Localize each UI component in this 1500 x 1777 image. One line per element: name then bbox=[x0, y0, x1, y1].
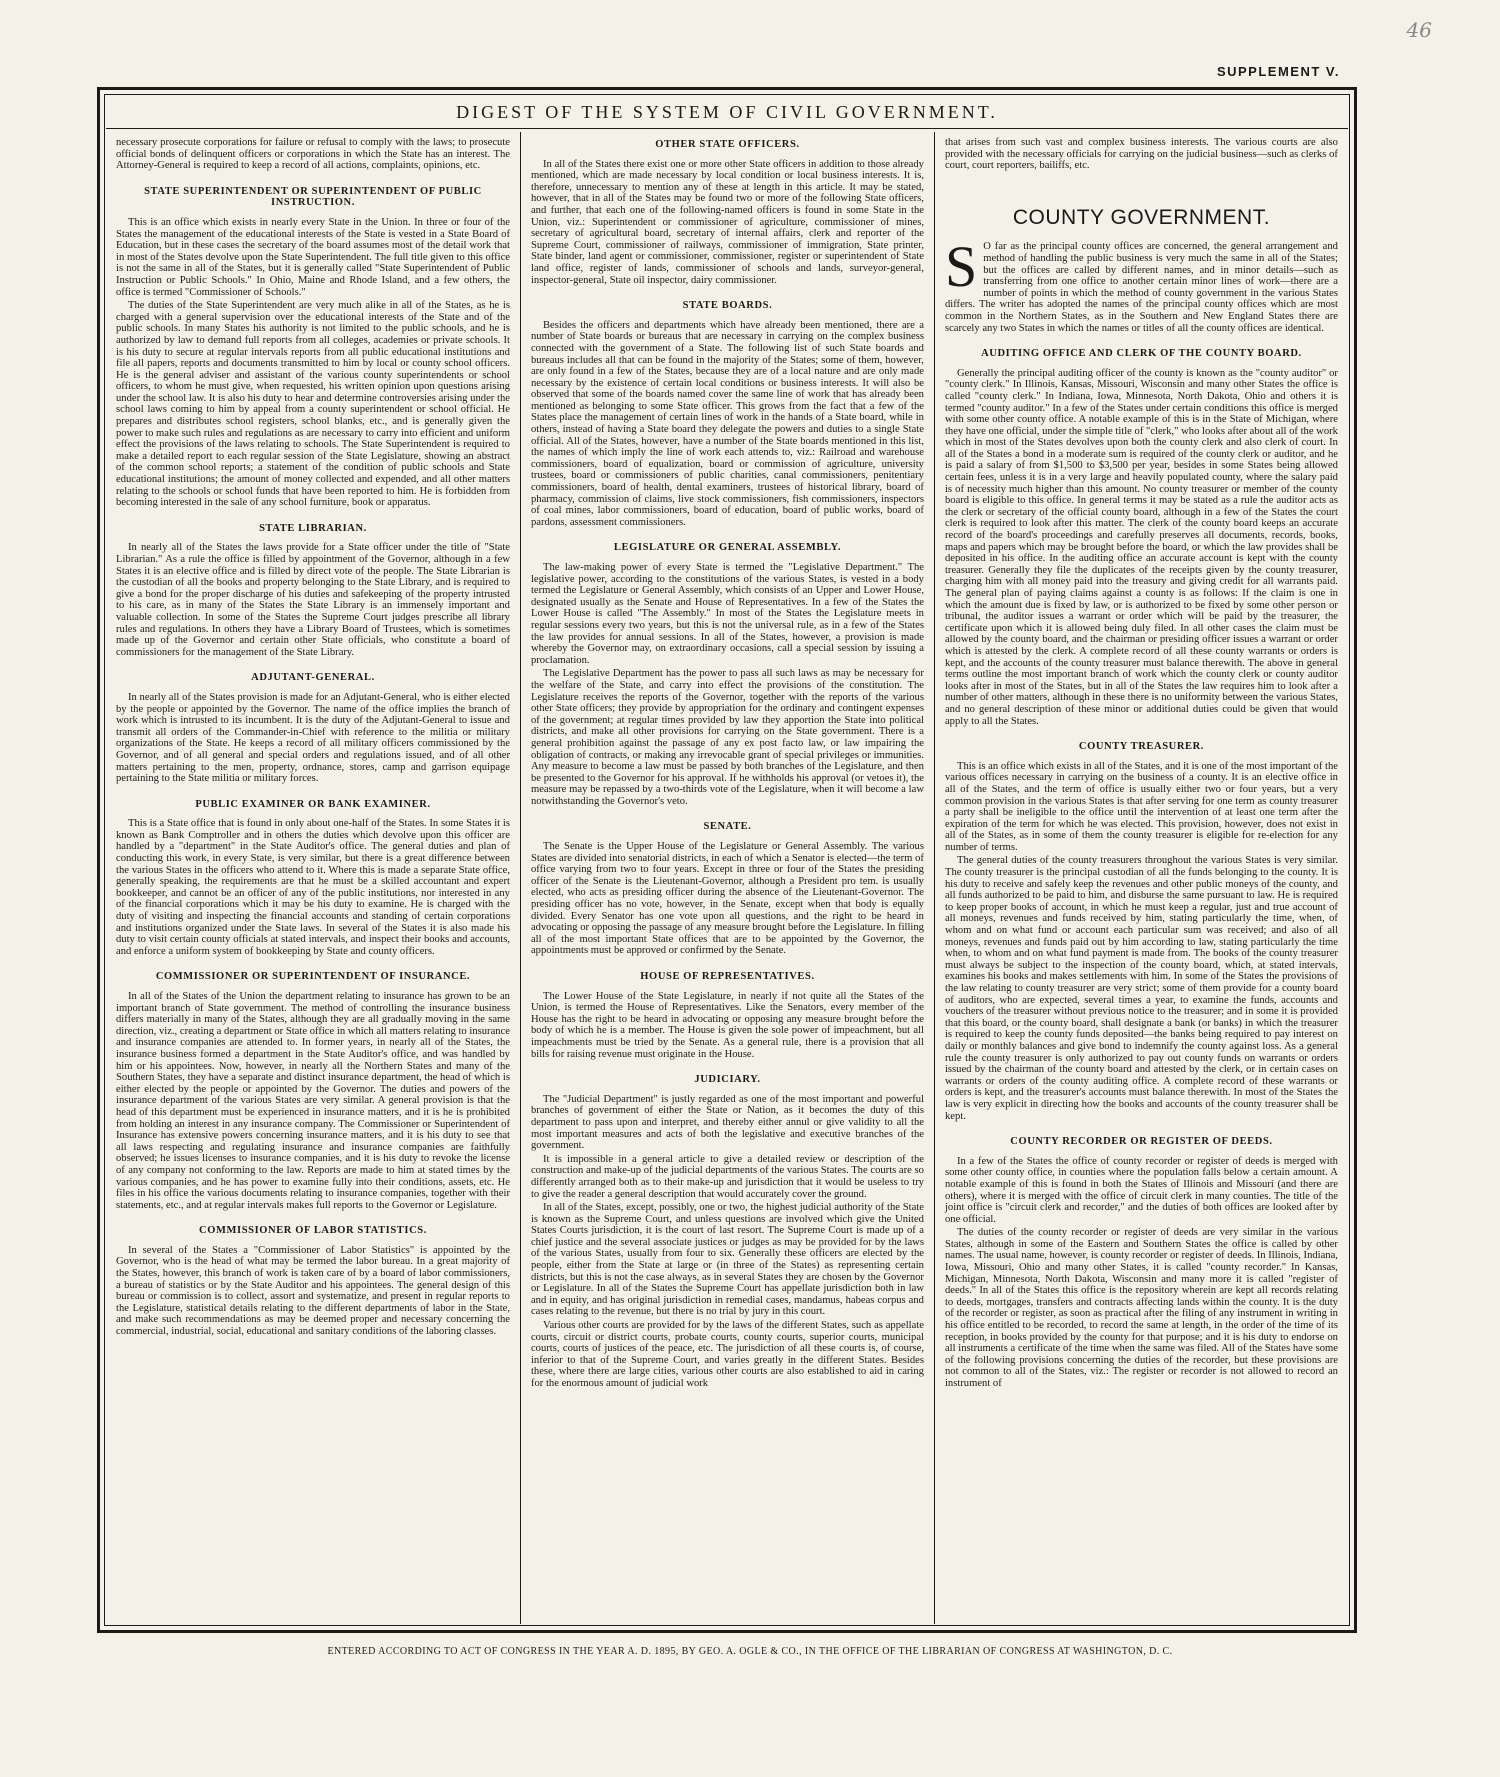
paragraph-house: The Lower House of the State Legislature, in nearly if not quite all the States of the Union, is termed the House of Representatives. Like the Senators, every member of the House has the right to be heard in advocating or opposing any measure brought before the body of which he is a member. The House is given the sole power of impeachment, but all impeachments must be tried by the Senate. As a general rule, there is a provision that all bills for raising revenue must originate in the House. bbox=[530, 990, 924, 1060]
heading-adjutant: ADJUTANT-GENERAL. bbox=[251, 672, 375, 684]
county-government-title: COUNTY GOVERNMENT. bbox=[1012, 205, 1271, 229]
paragraph-auditing: Generally the principal auditing officer of the county is known as the "county auditor" or "county clerk." In Illinois, Kansas, Missouri, Wisconsin and many other States the office is called "county clerk." In Indiana, Iowa, Minnesota, North Dakota, Ohio and others it is termed "county auditor." In a few of the States under certain conditions this office is merged with some other county office. A notable example of this is in the State of Michigan, where they have one official, under the simple title of "clerk," who looks after about all of the work which in most of the States devolves upon both the county clerk and also clerk of court. In all of the States a bond in a moderate sum is required of the county clerk or auditor, and he is paid a salary of from $1,500 to $3,500 per year, besides in some States being allowed certain fees, unless it is in a very large and heavily populated county, where the salary paid is of necessity much higher than this amount. No county treasurer or member of the county board is eligible to this office. In general terms it may be stated as a rule the auditor acts as the clerk or secretary of the official county board, although in a few of the States the court clerk is required to look after this matter. The clerk of the county board keeps an accurate record of the board's proceedings and carefully preserves all documents, records, books, maps and papers which may be brought before the board, or which the law provides shall be deposited in his office. In the auditing office an accurate account is kept with the county treasurer. Generally they file the duplicates of the receipts given by the county treasurer, charging him with all money paid into the treasury and giving credit for all warrants paid. The general plan of paying claims against a county is as follows: If the claim is one in which the amount due is fixed by law, or is authorized to be fixed by some other person or tribunal, the auditor issues a warrant or order which will be paid by the treasurer, the certificate upon which it is allowed being duly filed. In all other cases the claim must be allowed by the county board, and the chairman or presiding officer issues a warrant or order which is attested by the clerk. A complete record of all these county warrants or orders is kept, and the accounts of the county treasurer must balance therewith. The above in general terms outline the most important branch of work which the county clerk or county auditor looks after in most of the States, but in all of the States the law requires him to look after a number of other matters, although in these there is no uniformity between the various States, and no general description of these minor or additional duties could be given that would apply to all the States. bbox=[944, 367, 1338, 727]
heading-insurance: COMMISSIONER OR SUPERINTENDENT OF INSURANCE. bbox=[155, 971, 471, 983]
paragraph-judiciary-2: It is impossible in a general article to give a detailed review or description of the construction and make-up of the judicial departments of the various States. The courts are so differently arranged both as to their make-up and jurisdiction that it would be useless to try to give the reader a general description that would accurately cover the ground. bbox=[530, 1153, 924, 1200]
column-3 bbox=[934, 132, 1348, 1624]
title-rule bbox=[106, 128, 1348, 129]
heading-legislature: LEGISLATURE OR GENERAL ASSEMBLY. bbox=[613, 542, 842, 554]
paragraph-county-intro bbox=[944, 234, 1338, 334]
paragraph-adjutant: In nearly all of the States provision is made for an Adjutant-General, who is either elected by the people or appointed by the Governor. The name of the office implies the branch of work which is intrusted to its incumbent. It is the duty of the Adjutant-General to issue and transmit all orders of the Commander-in-Chief with reference to the militia or military organizations of the State. He keeps a record of all military officers commissioned by the Governor, and of all general and special orders and regulations issued, and of all other matters pertaining to the men, property, ordnance, stores, camp and garrison equipage pertaining to the State militia or military forces. bbox=[116, 691, 510, 785]
paragraph-labor: In several of the States a "Commissioner of Labor Statistics" is appointed by the Governor, who is the head of what may be termed the labor bureau. In a great majority of the States, however, this branch of work is taken care of by a board of labor commissioners, a bureau of statistics or by the State Auditor and his appointees. The general design of this bureau or commission is to collect, assort and systematize, and present in regular reports to the Legislature, statistical details relating to the different departments of labor in the State, and make such recommendations as may be deemed proper and necessary concerning the commercial, industrial, social, educational and sanitary conditions of the laboring classes. bbox=[116, 1244, 510, 1338]
paragraph-insurance: In all of the States of the Union the department relating to insurance has grown to be an important branch of State government. The method of controlling the insurance business differs materially in many of the States, although they are all gradually moving in the same direction, viz., creating a department or State office in which all matters relating to insurance and insurance companies are attended to. In former years, in nearly all of the States, the insurance business formed a department in the State Auditor's office, and was handled by him or his appointees. Now, however, in nearly all the Northern States and many of the Southern States, they have a separate and distinct insurance department, the head of which is either elected by the people or appointed by the Governor. The duties and powers of the insurance department of the various States are very similar. A general provision is that the head of this department must be experienced in insurance matters, and it is he is prohibited from holding an interest in any insurance company. The Commissioner or Superintendent of Insurance has extensive powers concerning insurance matters, and it is his duty to see that all laws respecting and regulating insurance and insurance companies are faithfully observed; he issues licenses to insurance companies, and it is his duty to revoke the license of any company not conforming to the law. Reports are made to him at stated times by the various companies, and he has power to examine fully into their conditions, assets, etc. He files in his office the various documents relating to insurance companies, together with their statements, etc., and at regular intervals makes full reports to the Governor or Legislature. bbox=[116, 991, 510, 1211]
paragraph-other-officers: In all of the States there exist one or more other State officers in addition to those already mentioned, which are made necessary by local condition or local business interests. It is, therefore, unnecessary to mention any of these at length in this article. It may be stated, however, that in all of the States may be found two or more of the following State officers, and further, that each one of the following-named officers is found in some State in the Union, viz.: Superintendent or commissioner of agriculture, commissioner of mines, secretary of agricultural board, secretary of internal affairs, clerk and reporter of the Supreme Court, commissioner of railways, commissioner of immigration, State printer, State binder, land agent or commissioner, commissioner, register or superintendent of State land office, register of lands, commissioner of schools and lands, surveyor-general, inspector-general, State oil inspector, dairy commissioner. bbox=[530, 158, 924, 286]
column-1-intro: necessary prosecute corporations for failure or refusal to comply with the laws; to prosecute official bonds of delinquent officers or corporations in which the State has an interest. The Attorney-General is required to keep a record of all actions, complaints, opinions, etc. bbox=[116, 137, 510, 172]
heading-examiner: PUBLIC EXAMINER OR BANK EXAMINER. bbox=[195, 798, 431, 810]
paragraph-judiciary-1: The "Judicial Department" is justly regarded as one of the most important and powerful branches of government of either the State or Nation, as it becomes the duty of this department to pass upon and interpret, and thereby either annul or give validity to all the most important measures and acts of both the legislative and executive branches of the government. bbox=[530, 1093, 924, 1152]
paragraph-senate: The Senate is the Upper House of the Legislature or General Assembly. The various States are divided into senatorial districts, in each of which a Senator is elected—the term of office varying from two to four years. Except in three or four of the States the presiding officer of the Senate is the Lieutenant-Governor, although a President pro tem. is usually elected, who acts as presiding officer during the absence of the Lieutenant-Governor. The presiding officer has no vote, however, in the Senate, except when that body is equally divided. Every Senator has one vote upon all questions, and the right to be heard in advocating or opposing the passage of any measure brought before the Legislature. In filling all of the most important State offices that are to be appointed by the Governor, the appointments must be approved or confirmed by the Senate. bbox=[530, 841, 924, 957]
column-2 bbox=[520, 132, 934, 1624]
heading-treasurer: COUNTY TREASURER. bbox=[1078, 741, 1205, 753]
heading-house: HOUSE OF REPRESENTATIVES. bbox=[640, 971, 815, 982]
heading-superintendent: STATE SUPERINTENDENT OR SUPERINTENDENT OF PUBLIC INSTRUCTION. bbox=[144, 185, 482, 209]
supplement-label: SUPPLEMENT V. bbox=[1216, 64, 1340, 79]
paragraph-recorder-1: In a few of the States the office of county recorder or register of deeds is merged with some other county office, in counties where the population falls below a certain amount. A notable example of this is found in both the States of Illinois and Missouri (and there are others), where it is merged with the office of circuit clerk in many counties. The title of the joint office is "circuit clerk and recorder," and the duties of both offices are looked after by one official. bbox=[944, 1155, 1338, 1225]
heading-senate: SENATE. bbox=[703, 821, 752, 833]
heading-judiciary: JUDICIARY. bbox=[694, 1074, 761, 1086]
heading-recorder: COUNTY RECORDER OR REGISTER OF DEEDS. bbox=[1010, 1136, 1273, 1148]
paragraph-superintendent-1: This is an office which exists in nearly every State in the Union. In three or four of the States the management of the educational interests of the State is vested in a State Board of Education, but in these cases the secretary of the board assumes most of the detail work that in most of the States devolve upon the State Superintendent. The full title given to this office is not the same in all of the States, but it is generally called "State Superintendent of Public Instruction or Public Schools." In Ohio, Maine and Rhode Island, and a few others, the office is termed "Commissioner of Schools." bbox=[116, 216, 510, 298]
paragraph-treasurer-2: The general duties of the county treasurers throughout the various States is very similar. The county treasurer is the principal custodian of all the funds belonging to the county. It is his duty to receive and safely keep the revenues and other public moneys of the county, and all funds authorized to be paid to him, and disburse the same pursuant to law. He is required to keep proper books of account, in which he must keep a regular, just and true account of all moneys, revenues and funds received by him, stating particularly the time, when, of whom and on what fund or account each particular sum was received; and also of all moneys, revenues and funds paid out by him according to law, stating particularly the time when, to whom and on what fund payment is made from. The books of the county treasurer must always be subject to the inspection of the county board, which, at stated intervals, examines his books and makes settlements with him. In some of the States the provisions of the law relating to county treasurer are very strict; some of them provide for a county board of auditors, who are expected, several times a year, to examine the funds, accounts and vouchers of the treasurer without previous notice to the treasurer; and in some it is provided that this board, or the county board, shall designate a bank (or banks) in which the treasurer is required to keep the county funds deposited—the banks being required to pay interest on daily or monthly balances and give bond to indemnify the county against loss. As a general rule the county treasurer is only authorized to pay out county funds on warrants or orders issued by the chairman of the county board and attested by the clerk, or in certain cases on warrants or orders of the county auditing office. A complete record of these warrants or orders is kept, and the treasurer's accounts must balance therewith. In most of the States the law is very explicit in directing how the books and accounts of the county treasurer shall be kept. bbox=[944, 855, 1338, 1122]
paragraph-legislature-1: The law-making power of every State is termed the "Legislative Department." The legislative power, according to the constitutions of the various States, is vested in a body termed the Legislature or General Assembly, which consists of an Upper and Lower House, designated usually as the Senate and House of Representatives. In a few of the States the Lower House is called "The Assembly." In most of the States the Legislature meets in regular sessions every two years, but this is not the universal rule, as in a few of the States the law provides for annual sessions. In all of the States, however, a provision is made whereby the Governor may, on extraordinary occasions, call a special session by issuing a proclamation. bbox=[530, 562, 924, 666]
copyright-footer: ENTERED ACCORDING TO ACT OF CONGRESS IN THE YEAR A. D. 1895, BY GEO. A. OGLE & CO., IN THE OFFICE OF THE LIBRARIAN OF CONGRESS AT WASHINGTON, D. C. bbox=[327, 1646, 1173, 1657]
paragraph-judiciary-3: In all of the States, except, possibly, one or two, the highest judicial authority of the State is known as the Supreme Court, and unless questions are involved which give the United States Courts jurisdiction, it is the court of last resort. The Supreme Court is made up of a chief justice and the several associate justices or judges as may be provided for by the laws of the various States, usually from four to six. Generally these officers are elected by the people, either from the State at large or (in three of the States) as representing certain districts, but this is not the case always, as in several States they are chosen by the Governor or Legislature. In all of the States the Supreme Court has appellate jurisdiction both in law and in equity, and has original jurisdiction in remedial cases, mandamus, habeas corpus and cases relating to the revenue, but there is no trial by jury in this court. bbox=[530, 1202, 924, 1318]
column-1 bbox=[106, 132, 520, 1624]
text-columns bbox=[106, 132, 1348, 1624]
heading-auditing: AUDITING OFFICE AND CLERK OF THE COUNTY BOARD. bbox=[981, 348, 1302, 360]
heading-other-officers: OTHER STATE OFFICERS. bbox=[655, 139, 800, 150]
page-frame bbox=[97, 87, 1357, 1633]
paragraph-librarian: In nearly all of the States the laws provide for a State officer under the title of "State Librarian." As a rule the office is filled by appointment of the Governor, although in a few States it is an elective office and is filled by direct vote of the people. The State Librarian is the custodian of all the books and property belonging to the State Library, and is required to give a bond for the proper discharge of his duties and safekeeping of the property intrusted to his care, as in many of the States the State Library is an immensely important and valuable collection. In some of the States the Supreme Court judges prescribe all library rules and regulations. In others they have a Library Board of Trustees, which is sometimes made up of the Governor and certain other State officials, who constitute a board of commissioners for the management of the State Library. bbox=[116, 542, 510, 658]
column-3-intro: that arises from such vast and complex business interests. The various courts are also provided with the necessary officials for carrying on the judicial business—such as clerks of court, court reporters, bailiffs, etc. bbox=[944, 137, 1338, 172]
paragraph-examiner: This is a State office that is found in only about one-half of the States. In some States it is known as Bank Comptroller and in others the duties which devolve upon this officer are handled by a "department" in the State Auditor's office. The general duties and plan of conducting this work, in every State, is very similar, but there is a great difference between the various States in the officers who attend to it. Where this is made a separate State office, generally speaking, the requirements are that he must be a skilled accountant and expert bookkeeper, and cannot be an officer of any of the public institutions, nor interested in any of the financial corporations which it may be his duty to examine. He is charged with the duty of visiting and inspecting the financial accounts and standing of certain corporations and institutions organized under the State laws. In several of the States it is also made his duty to visit certain county officials at stated intervals, and inspect their books and accounts, and enforce a uniform system of bookkeeping by State and county officers. bbox=[116, 818, 510, 957]
paragraph-recorder-2: The duties of the county recorder or register of deeds are very similar in the various States, although in some of the Eastern and Southern States the office is called by other names. The usual name, however, is county recorder or register of deeds. In Illinois, Indiana, Iowa, Missouri, Ohio and many other States, it is called "county recorder." In Kansas, Michigan, Minnesota, North Dakota, Wisconsin and many more it is called "register of deeds." In all of the States this office is the repository wherein are kept all records relating to deeds, mortgages, transfers and contracts affecting lands within the county. It is the duty of the recorder or register, as soon as practical after the filing of any instrument in writing in his office entitled to be recorded, to record the same at length, in the order of the time of its reception, in books provided by the county for that purpose; and it is his duty to endorse on all instruments a certificate of the time when the same was filed. All of the States have some of the following provisions concerning the duties of the recorder, but these provisions are not common to all of the States, viz.: The register or recorder is not allowed to record an instrument of bbox=[944, 1227, 1338, 1389]
county-intro-text: O far as the principal county offices are concerned, the general arrangement and method of handling the public business is very much the same in all of the States; but the offices are called by different names, and in minor details—such as transferring from one office to another certain minor lines of work—there are a number of points in which the method of county government in the various States differs. The writer has adopted the names of the principal county offices which are most common in the Northern States, as in the Southern and New England States there are scarcely any two States in which the names or titles of all the county offices are identical. bbox=[944, 241, 1338, 334]
paragraph-judiciary-4: Various other courts are provided for by the laws of the different States, such as appellate courts, circuit or district courts, probate courts, county courts, superior courts, municipal courts, courts of justices of the peace, etc. The jurisdiction of all these courts is, of course, inferior to that of the Supreme Court, and varies greatly in the different States. Besides these, where there are large cities, various other courts are also established to aid in caring for the enormous amount of judicial work bbox=[530, 1320, 924, 1389]
paragraph-state-boards: Besides the officers and departments which have already been mentioned, there are a number of State boards or bureaus that are necessary in carrying on the complex business connected with the government of a State. The following list of such State boards and bureaus includes all that can be found in the majority of the States; some of them, however, are only found in a few of the States, because they are of a local nature and are only made necessary by the existence of certain local conditions or business interests. It will also be observed that some of the boards named cover the same line of work that has already been mentioned as belonging to some State officer. This grows from the fact that a few of the States place the management of certain lines of work in the hands of a State board, while in others, instead of having a State board they delegate the powers and duties to a single State official. All of the States, however, have a number of the State boards mentioned in this list, the names of which imply the line of work each attends to, viz.: Railroad and warehouse commissioners, board of equalization, board or commission of agriculture, university trustees, board or commissioners of public charities, canal commissioners, penitentiary commissioners, board of health, dental examiners, trustees of historical library, board of pharmacy, commission of claims, live stock commissioners, fish commissioners, inspectors of coal mines, labor commissioners, board of education, board of public works, board of pardons, assessment commissioners. bbox=[530, 319, 924, 528]
page-title: DIGEST OF THE SYSTEM OF CIVIL GOVERNMENT. bbox=[456, 102, 998, 122]
page-number: 46 bbox=[1406, 18, 1432, 42]
paragraph-legislature-2: The Legislative Department has the power to pass all such laws as may be necessary for the welfare of the State, and carry into effect the provisions of the constitution. The Legislature receives the reports of the Governor, together with the reports of the various other State officers; they provide by appropriation for the ordinary and contingent expenses of the government; at regular times provided by law they apportion the State into political districts, and make all other provisions for carrying on the State government. There is a general prohibition against the passage of any ex post facto law, or law impairing the obligation of contracts, or making any irrevocable grant of special privileges or immunities. Any measure to become a law must be passed by both branches of the Legislature, and then be presented to the Governor for his approval. If he withholds his approval (or vetoes it), the measure may be repassed by a two-thirds vote of the Legislature, when it will become a law notwithstanding the Governor's veto. bbox=[530, 668, 924, 807]
drop-cap: S bbox=[944, 234, 978, 300]
paragraph-superintendent-2: The duties of the State Superintendent are very much alike in all of the States, as he is charged with a general supervision over the educational interests of the State and of the public schools. In many States his authority is not limited to the public schools, and he is authorized by law to demand full reports from all colleges, academies or private schools. It is his duty to secure at regular intervals reports from all public educational institutions and file all papers, reports and documents transmitted to him by local or county school officers. He is the general adviser and assistant of the various county superintendents or school officers, to whom he must give, when requested, his written opinion upon questions arising under the school law. It is also his duty to hear and determine controversies arising under the school laws coming to him by appeal from a county superintendent or school official. He prepares and distributes school registers, school blanks, etc., and is generally given the power to make such rules and regulations as are necessary to carry into efficient and uniform effect the provisions of the laws relating to schools. The State Superintendent is required to make a detailed report to each regular session of the State Legislature, showing an abstract of the common school reports; a statement of the condition of public schools and State educational institutions; the amount of money collected and expended, and all other matters relating to the schools or school funds that have been reported to him. He is forbidden from becoming interested in the sale of any school furniture, book or apparatus. bbox=[116, 300, 510, 509]
heading-librarian: STATE LIBRARIAN. bbox=[259, 522, 367, 534]
heading-state-boards: STATE BOARDS. bbox=[682, 300, 773, 312]
heading-labor: COMMISSIONER OF LABOR STATISTICS. bbox=[199, 1225, 427, 1237]
paragraph-treasurer-1: This is an office which exists in all of the States, and it is one of the most important of the various offices necessary in carrying on the business of a county. It is an elective office in all of the States, and the term of office is usually either two or four years, but a very common provision in the various States is that after serving for one term as county treasurer a party shall be ineligible to the office until the intervention of at least one term after the expiration of the term for which he was elected. This provision, however, does not exist in all of the States, as in some of them the county treasurer is eligible for re-election for any number of terms. bbox=[944, 760, 1338, 853]
